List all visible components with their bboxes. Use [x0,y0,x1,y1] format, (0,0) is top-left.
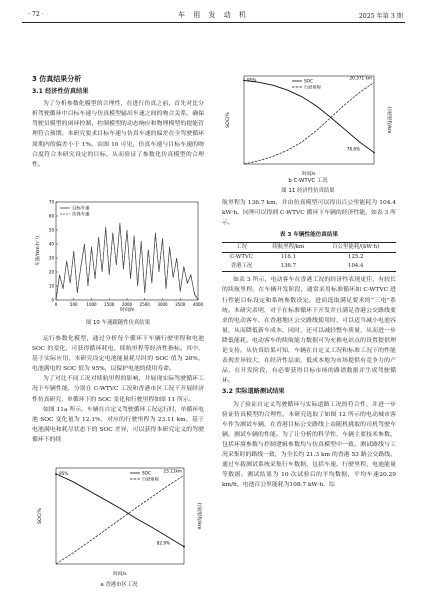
table-header-cell: 百公里能耗/(kW·h) [332,244,380,251]
left-column-top [32,72,204,170]
series-line-soc [56,474,184,547]
issue-label: 2025 年第 3 期 [358,13,403,20]
x-tick-label: 0 [54,302,58,307]
annotation-mileage: 20.371 km [349,75,372,81]
annotation-end-soc: 78.6% [346,146,360,152]
x-tick-label: 500 [69,302,78,307]
figure-11a-caption: a 香港市区工况 [100,582,138,588]
table-cell: C-WTVC [230,254,253,261]
figure-11b-caption: b C-WTVC 工况 [288,178,328,184]
y-axis-label: SOC/% [226,112,231,128]
right-column [222,198,396,490]
paragraph-7: 为了验证自定义驾驶循环与实际道路工况的符合性，并进一步验证仿真模型的合理性，本研究选取了如图 12 所示的电动城市客车作为测试车辆，在香港目标公交路线上由随机挑取的司机驾驶车辆，测试车辆的性能。为了让分析的科学性，车辆主要技术参数、包括环境参数与控制逻辑参数均与仿真模型中一致。测试路线与工况采集时的路线一致，为全长约 21.3 km 的香港 53 路公交路线。通过车载测试系统采集行车数据，包括车速、行驶里程、电池能量等数据。测试结果为 10 次试验后的平均数据，平均车速20.29 km/h，电池百公里能耗为108.7 kW·h，综 [222,401,396,489]
soc-chart-cwtvc [222,70,394,178]
table-3 [222,242,396,272]
table-row [222,262,396,272]
table-cell: 136.7 [280,263,296,270]
subsection-heading-3-2: 3.2 实际道路测试结果 [222,388,285,396]
subsection-heading-3-1: 3.1 经济性仿真结果 [32,88,89,96]
y-tick-label: 50 [48,227,54,233]
x-tick-label: 3500 [175,302,186,307]
paragraph-1: 为了分析参数化模型的合理性，在进行仿真之前，首先对比分析驾驶循环中目标车速与仿真模型输出车速之间的吻合关系，确保驾驶员模型的闭环控制、控制模型的动态响应和物理模型的提能管理符合预期。本研究要求目标车速与仿真车速的偏差在全驾驶循环周期内的偏差小于 1%。由图 10 可见，仿真车速与目标车速的吻合度符合本研究设定的目标，从而验证了参数化仿真模型的合理性。 [32,101,204,168]
paragraph-5: 航里程为 136.7 km，并由仿真模型可以得出百公里能耗为 104.4 kW·h。同理可以得到 C-WTVC 循环下车辆的经济性能，如表 3 所示。 [222,200,396,227]
x-tick-label: 4000 [192,302,204,307]
x-tick-label: 1500 [104,302,115,307]
series-line-mileage [56,475,184,564]
x-tick-label: 2000 [121,302,133,307]
soc-end-point [373,152,375,154]
legend-label: SOC [142,470,151,476]
x-tick-label: 1000 [86,302,97,307]
series-line-mileage [244,83,374,164]
y2-axis-label: 行驶里程/km [386,106,391,134]
series-line-soc [244,80,374,152]
annotation-end-soc: 82.9% [156,540,170,546]
y-tick-label: 30 [48,255,54,261]
legend-label: 行驶里程 [142,476,159,482]
legend-label: SOC [304,78,313,84]
table-3-title: 表 3 车辆性能仿真结果 [279,232,339,239]
table-cell: 125.2 [348,254,364,261]
soc-end-point [183,546,185,548]
x-axis-label: 时间/s [113,572,127,577]
y-tick-label: 60 [48,213,54,219]
figure-11a [34,462,204,578]
plot-frame [56,468,184,564]
annotation-mileage: 23.11km [163,468,182,474]
x-tick-label: 3000 [157,302,168,307]
x-tick-label: 2500 [139,302,150,307]
y-axis-label: SOC/% [38,508,43,524]
y-axis-label: 车速/(km·h⁻¹) [36,235,41,267]
table-header-cell: 续航里程/km [272,244,305,251]
legend-label: 仿真车速 [72,212,90,218]
y-tick-label: 10 [48,283,54,289]
table-cell: 104.4 [348,263,364,270]
section-heading-3: 3 仿真结果分析 [32,75,82,83]
x-axis-label: 时间/s [120,308,134,313]
series-line-simulated-speed [56,224,198,300]
paragraph-2: 运行参数化模型，通过分析每个循环下车辆行驶里程和电池 SOC 的变化，可获得循环耗电、续航里程等经济性指标。其中，基于实际应用，本研究设定电池能量耗尽时的 SOC 值为 20%，电池满电的 SOC 值为 95%，以保护电池的使用寿命。 [32,336,204,373]
legend-label: 目标车速 [72,206,90,212]
page-number: · 72 · [28,11,44,18]
x-axis-label: 时间/s [302,172,316,177]
journal-title: 车 用 发 动 机 [178,11,249,19]
table-cell: 香港工况 [230,263,253,270]
figure-11-caption: 图 11 经济性仿真结果 [281,188,335,194]
y-tick-label: 20 [48,269,54,275]
speed-chart [32,196,204,316]
left-column-middle [32,334,204,445]
annotation-start-soc: 95% [247,77,257,83]
table-header-row [222,243,396,253]
y-tick-label: 40 [48,241,54,247]
paragraph-6: 如表 3 所示，电动客车在香港工况的经济性表现更佳，有较长的续航里程。在车辆开发阶段，通常采用标准循环如 C-WTVC 进行性能目标设定和系统参数设定，进而选取满足要求的“三电”系统。本研究表明，对于在标准循环下开发并且满足香港公交路线要求的电动客车，在香港地区公交路线使用时，可以适当减小电池容量，从而降低新车成本，同时，还可以减轻整车质量，从而进一步降低能耗。电动客车的续航能力数据可为充换电站点的设置提供理论支持。从仿真结果可知，车辆在自定义工况和标准工况下的性能表现差异较大，在经济性层面，低成本地为市场提供有竞争力的产品，在开发阶段，有必要获得目标市场的路谱数据并生成驾驶循环。 [222,277,396,385]
table-header-cell: 工况 [236,244,247,251]
running-header [22,8,405,23]
soc-start-point [55,473,57,475]
table-cell: 116.1 [280,254,296,261]
figure-10-caption: 图 10 车速跟随性仿真结果 [85,320,151,326]
y2-axis-label: 行驶里程/km [196,502,201,530]
y-tick-label: 0 [51,297,54,303]
soc-chart-hongkong [34,462,204,578]
figure-11b [222,70,394,178]
figure-10 [32,196,204,316]
y-tick-label: 70 [48,199,54,205]
soc-start-point [243,80,245,82]
legend-label: 行驶里程 [304,84,321,90]
table-row [222,253,396,263]
annotation-start-soc: 95% [59,471,69,476]
paragraph-3: 为了对比不同工况对续航里程的影响，并展现实际驾驶循环工况下车辆性能，分别在 C-WTVC 工况和香港市区工况下开展经济性仿真研究，单循环下的 SOC 变化和行驶里程如图 11 所示。 [32,376,204,403]
paragraph-4: 如图 11a 所示，车辆在自定义驾驶循环工况运行时，单循环电池 SOC 变化量为 12.1%，对应的行驶里程为 23.11 km，基于电池满电和耗尽状态下的 SOC 差异，可以获得本研究定义的驾驶循环下的续 [32,406,204,443]
